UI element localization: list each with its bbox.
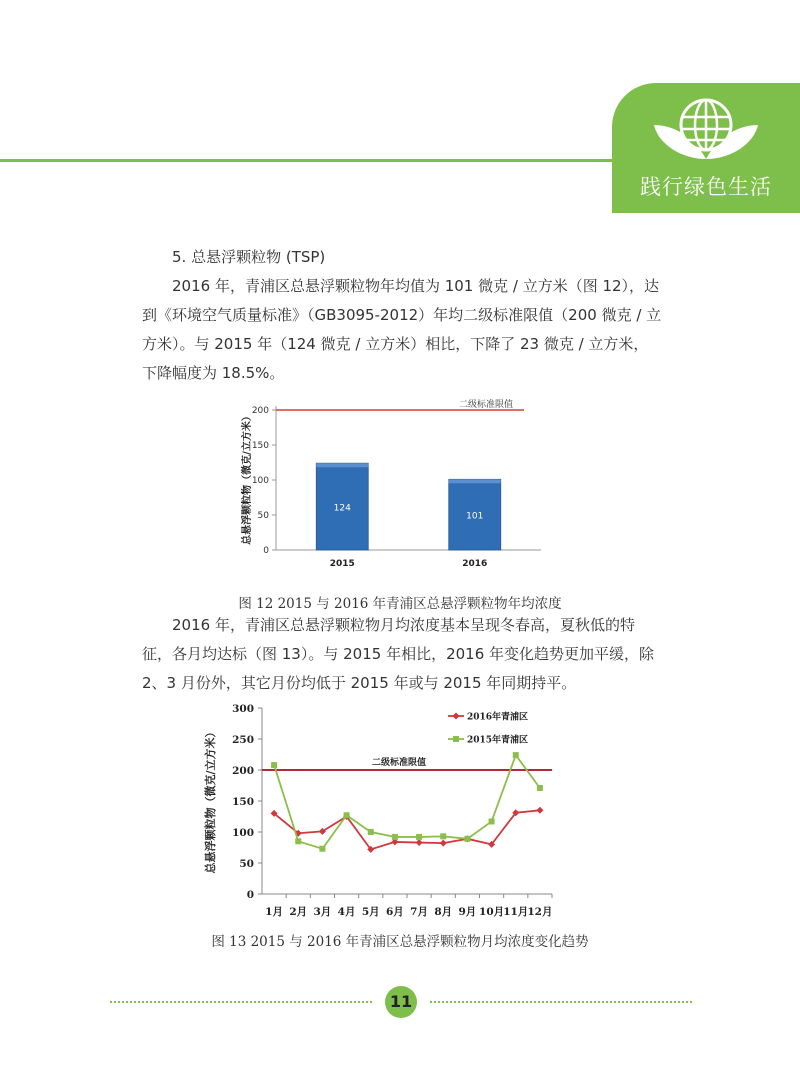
line-chart-monthly-tsp — [200, 700, 572, 928]
bar-group — [316, 463, 368, 569]
line-point — [319, 846, 325, 852]
line-chart-x-tick-label: 1月 — [265, 906, 283, 918]
line-point — [440, 840, 447, 847]
line-point — [513, 752, 519, 758]
line-point — [344, 812, 350, 818]
bar-highlight — [316, 463, 368, 467]
bar-chart-x-tick-label: 2015 — [329, 559, 355, 569]
line-chart-x-tick-label: 11月 — [503, 906, 529, 918]
line-chart-y-tick-label: 0 — [246, 889, 254, 901]
legend-swatch-marker — [453, 736, 459, 742]
line-point — [368, 829, 374, 835]
line-series-1 — [274, 810, 540, 849]
bar-chart-reference-label: 二级标准限值 — [459, 400, 514, 410]
line-chart-y-tick-label: 250 — [232, 734, 254, 746]
bar-chart-annual-tsp — [236, 396, 556, 580]
line-point — [489, 818, 495, 824]
line-chart-reference-label: 二级标准限值 — [372, 758, 427, 768]
paragraph-2: 2016 年，青浦区总悬浮颗粒物月均浓度基本呈现冬春高，夏秋低的特征，各月均达标（图 13）。与 2015 年相比，2016 年变化趋势更加平缓，除 2、3 月份外，其它月份均低于 2015 年或与 2015 年同期持平。 — [142, 616, 655, 692]
line-chart-y-tick-label: 300 — [232, 703, 254, 715]
section-text-2 — [142, 611, 662, 698]
bar-chart-y-axis-title: 总悬浮颗粒物（微克/立方米） — [242, 411, 253, 545]
line-point — [416, 839, 423, 846]
legend-swatch-marker — [453, 713, 460, 720]
line-chart-x-tick-label: 7月 — [410, 906, 428, 918]
line-chart-y-tick-label: 50 — [239, 858, 254, 870]
paragraph-1: 2016 年，青浦区总悬浮颗粒物年均值为 101 微克 / 立方米（图 12），达到《环境空气质量标准》（GB3095-2012）年均二级标准限值（200 微克 / 立方米）。与 2015 年（124 微克 / 立方米）相比，下降了 23 微克 / 立方米，下降幅度为 18.5%。 — [142, 277, 662, 382]
line-chart-x-tick-label: 4月 — [337, 906, 356, 918]
line-chart-y-tick-label: 150 — [232, 796, 254, 808]
line-chart-y-axis-title: 总悬浮颗粒物（微克/立方米） — [204, 726, 217, 874]
line-point — [464, 836, 470, 842]
line-chart-x-tick-label: 12月 — [527, 906, 553, 918]
legend-label: 2015年青浦区 — [467, 735, 529, 746]
line-point — [536, 807, 543, 814]
figure-13-caption: 图 13 2015 与 2016 年青浦区总悬浮颗粒物月均浓度变化趋势 — [211, 934, 589, 950]
bar-chart-y-tick-label: 50 — [257, 511, 269, 521]
line-point — [537, 785, 543, 791]
line-chart-x-tick-label: 10月 — [479, 906, 505, 918]
globe-with-leaves-icon — [650, 95, 762, 161]
bar-chart-y-tick-label: 0 — [263, 546, 269, 556]
bar-data-label: 124 — [333, 503, 351, 514]
line-chart-y-tick-label: 100 — [232, 827, 254, 839]
line-chart-x-tick-label: 9月 — [458, 906, 477, 918]
bar-chart-y-tick-label: 100 — [251, 476, 269, 486]
line-point — [271, 762, 277, 768]
line-chart-y-tick-label: 200 — [232, 765, 254, 777]
section-text-1 — [142, 243, 662, 388]
bar-chart-y-tick-label: 150 — [251, 441, 269, 451]
line-chart-x-tick-label: 5月 — [361, 906, 380, 918]
line-chart-x-tick-label: 6月 — [386, 906, 404, 918]
line-point — [440, 833, 446, 839]
line-chart-x-tick-label: 8月 — [434, 906, 453, 918]
line-chart-x-tick-label: 3月 — [313, 906, 332, 918]
line-point — [416, 834, 422, 840]
header-rule — [0, 159, 612, 162]
brand-tab — [612, 83, 800, 213]
bar-highlight — [449, 479, 501, 483]
footer-rule-left — [110, 1001, 372, 1003]
bar-chart-x-tick-label: 2016 — [462, 559, 488, 569]
bar-group — [449, 479, 501, 569]
legend-label: 2016年青浦区 — [467, 712, 529, 723]
footer-rule-right — [430, 1001, 692, 1003]
line-point — [392, 834, 398, 840]
bar-chart-y-tick-label: 200 — [251, 406, 269, 416]
section-heading: 5. 总悬浮颗粒物 (TSP) — [172, 248, 326, 266]
page-number: 11 — [385, 986, 417, 1018]
bar-data-label: 101 — [466, 511, 484, 522]
brand-text: 践行绿色生活 — [640, 175, 772, 199]
figure-12-caption: 图 12 2015 与 2016 年青浦区总悬浮颗粒物年均浓度 — [238, 596, 562, 612]
line-chart-x-tick-label: 2月 — [289, 906, 308, 918]
line-point — [295, 838, 301, 844]
